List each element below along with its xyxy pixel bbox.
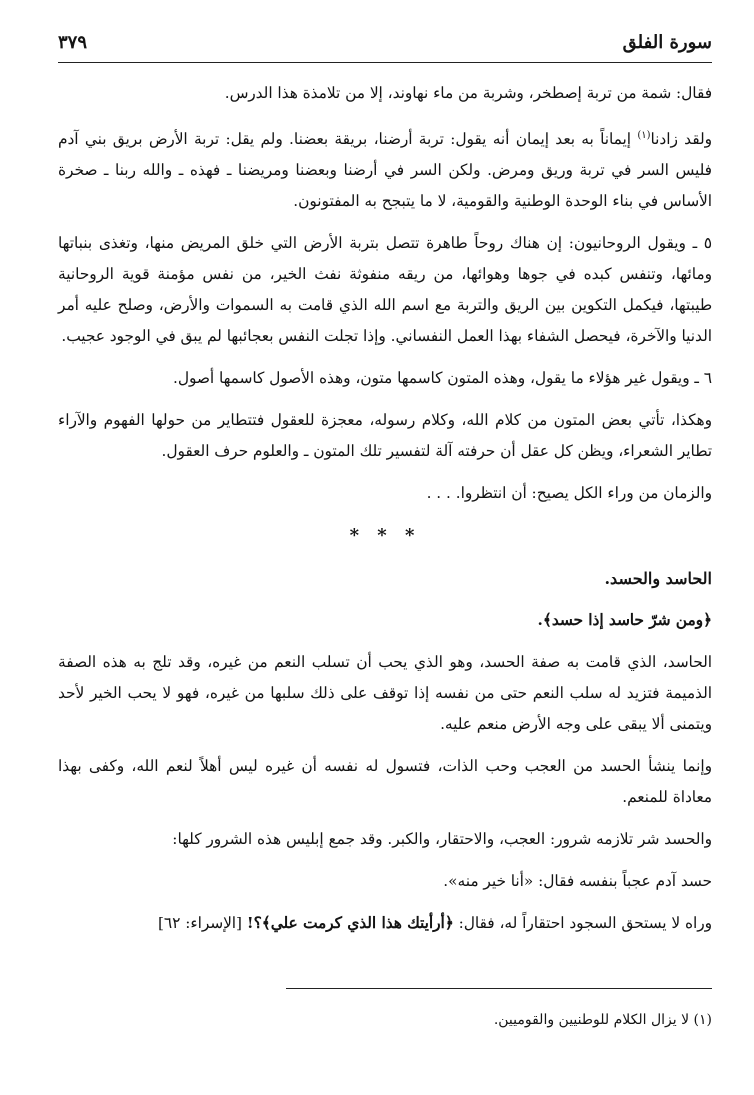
section-separator: * * * — [349, 525, 421, 547]
running-title: سورة الفلق — [622, 32, 712, 53]
quran-quote: ﴿أرأيتك هذا الذي كرمت علي﴾؟! — [246, 914, 454, 933]
footnote: (١) لا يزال الكلام للوطنيين والقوميين. — [493, 1012, 712, 1028]
paragraph-6: والزمان من وراء الكل يصيح: أن انتظروا. . . . — [426, 484, 712, 503]
quran-verse: ﴿ومن شرّ حاسد إذا حسد﴾. — [537, 611, 712, 630]
verse-reference: [الإسراء: ٦٢] — [157, 914, 243, 933]
footnote-marker: (١) — [637, 130, 651, 141]
page-header — [58, 30, 712, 63]
paragraph-11 — [58, 908, 712, 939]
footnote-divider — [286, 988, 712, 989]
page-number: ٣٧٩ — [58, 32, 88, 53]
paragraph-2 — [58, 120, 712, 217]
paragraph-10: حسد آدم عجباً بنفسه فقال: «أنا خير منه». — [443, 872, 712, 891]
paragraph-2-start: ولقد زادنا — [650, 130, 712, 149]
paragraph-11-text: وراه لا يستحق السجود احتقاراً له، فقال: — [453, 914, 712, 933]
paragraph-5: وهكذا، تأتي بعض المتون من كلام الله، وكلام رسوله، معجزة للعقول فتتطاير من حولها الفهوم والآراء تطاير الشعراء، ويظن كل عقل أن حرفته آلة لتفسير تلك المتون ـ والعلوم حرف العقول. — [58, 411, 712, 461]
paragraph-1: فقال: شمة من تربة إصطخر، وشربة من ماء نهاوند، إلا من تلامذة هذا الدرس. — [224, 84, 712, 102]
paragraph-2-rest: إيماناً به بعد إيمان أنه يقول: تربة أرضنا، بريقة بعضنا. ولم يقل: تربة الأرض بريق بني آدم فليس السر في تربة وريق ومرض. ولكن السر في أرضنا وبعضنا ومريضنا ـ فهذه ـ والله ربنا ـ صخرة الأساس في بناء الوحدة الوطنية والقومية، لا ما يتبجح به المفتونون. — [58, 130, 712, 211]
paragraph-3: ٥ ـ ويقول الروحانيون: إن هناك روحاً طاهرة تتصل بتربة الأرض التي خلق المريض منها، وتغذى بنباتها ومائها، وتنفس كبده في جوها وهوائها، من ريقه منفوثة نفث الخير، من نفس مؤمنة قوية الروحانية طيبتها، فيكمل التكوين بين الريق والتربة مع اسم الله الذي قامت به السموات والأرض، وصلح عليه أمر الدنيا والآخرة، فيحصل الشفاء بهذا العمل النفساني. وإذا تجلت النفس بعجائبها لم يبق في الوجود عجيب. — [58, 234, 712, 346]
page-body — [58, 78, 712, 950]
paragraph-7: الحاسد، الذي قامت به صفة الحسد، وهو الذي يحب أن تسلب النعم من غيره، وقد تلج به هذه الصفة الذميمة فتزيد له سلب النعم حتى من نفسه إذا توقف على ذلك سلبها من غيره، فهو لا يحب الخير لأحد ويتمنى ألا يبقى على وجه الأرض منعم عليه. — [58, 653, 712, 734]
paragraph-8: وإنما ينشأ الحسد من العجب وحب الذات، فتسول له نفسه أن غيره ليس أهلاً لنعم الله، وكفى بهذا معاداة للمنعم. — [58, 757, 712, 807]
paragraph-9: والحسد شر تلازمه شرور: العجب، والاحتقار، والكبر. وقد جمع إبليس هذه الشرور كلها: — [172, 830, 712, 849]
paragraph-4: ٦ ـ ويقول غير هؤلاء ما يقول، وهذه المتون كاسمها متون، وهذه الأصول كاسمها أصول. — [172, 369, 712, 388]
section-heading: الحاسد والحسد. — [604, 569, 712, 589]
